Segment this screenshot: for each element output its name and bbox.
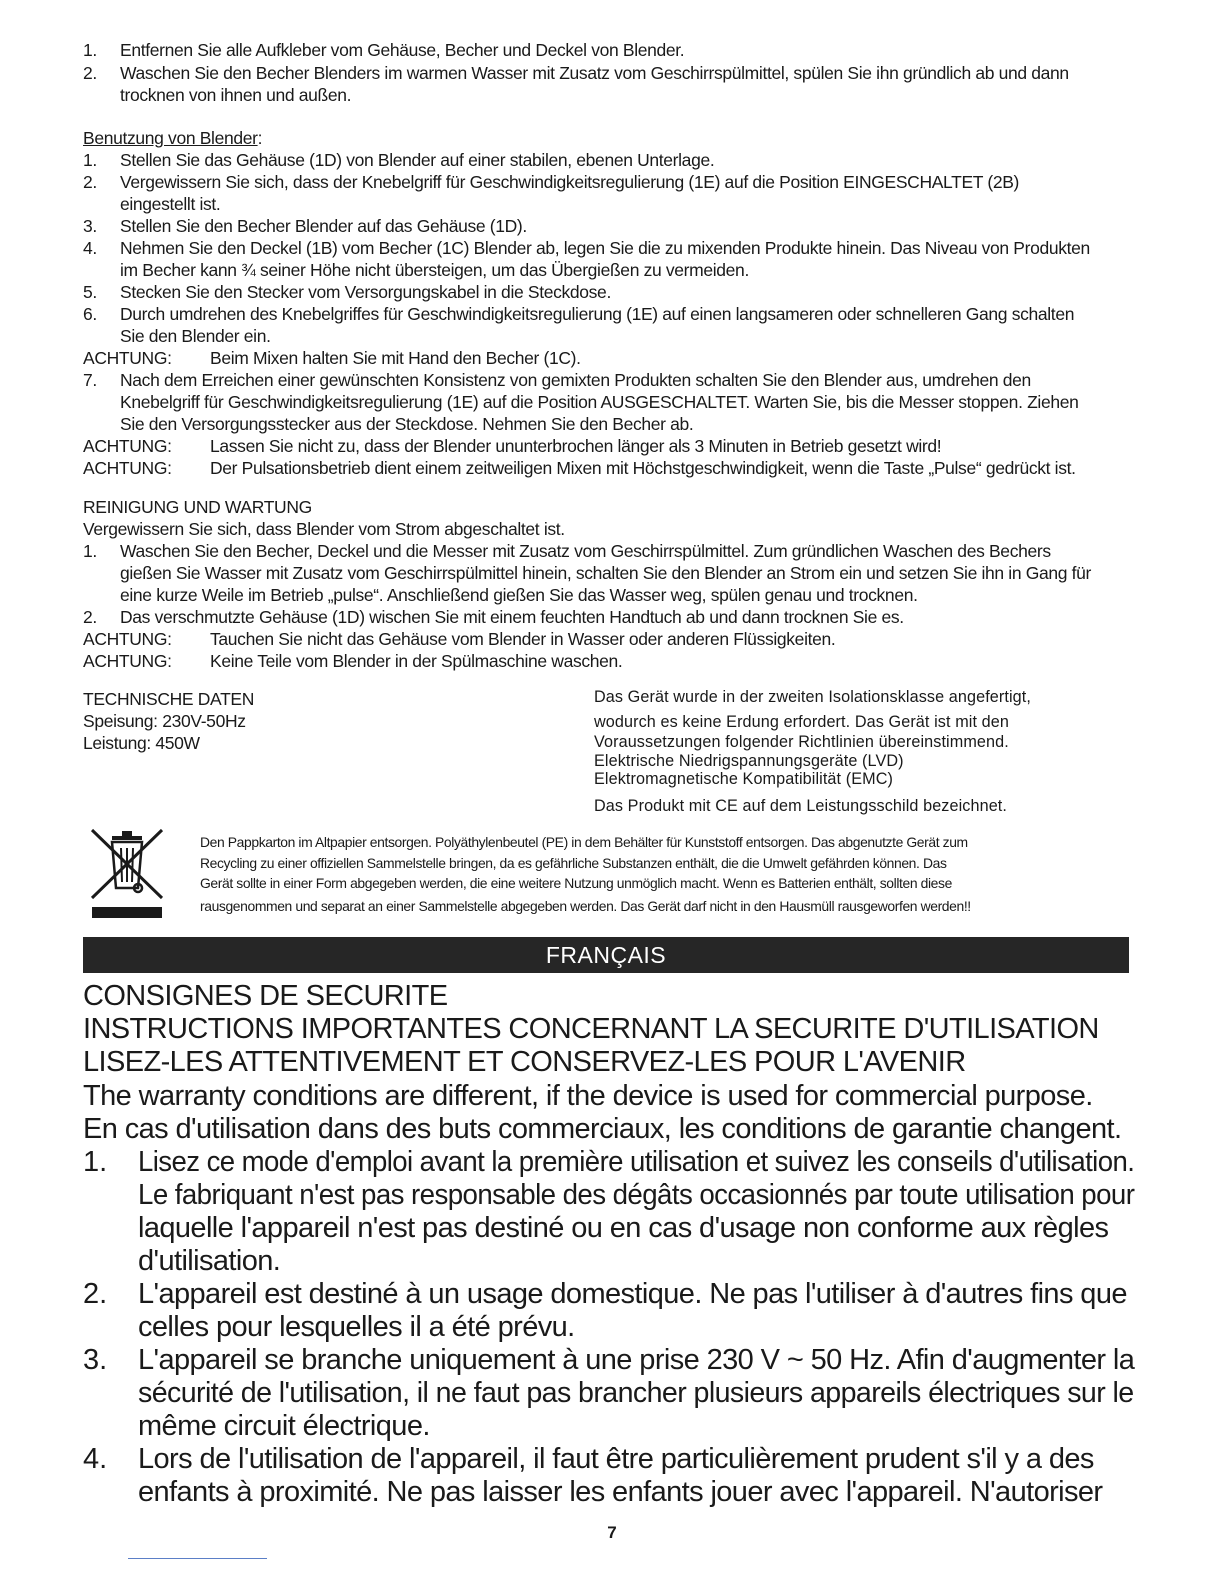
warning-1-label: ACHTUNG: xyxy=(83,348,172,368)
cleaning-1-line-3: eine kurze Weile im Betrieb „pulse“. Anschließend gießen Sie das Wasser weg, spülen genau und trocknen. xyxy=(120,585,918,605)
cleaning-1-line-1: Waschen Sie den Becher, Deckel und die Messer mit Zusatz vom Geschirrspülmittel. Zum gründlichen Waschen des Bechers xyxy=(120,541,1051,561)
warning-2-text: Lassen Sie nicht zu, dass der Blender ununterbrochen länger als 3 Minuten in Betrieb gesetzt wird! xyxy=(210,436,942,456)
fr-heading-5: En cas d'utilisation dans des buts commerciaux, les conditions de garantie changent. xyxy=(83,1113,1122,1145)
warning-3-label: ACHTUNG: xyxy=(83,458,172,478)
fr-item-4-line-2: enfants à proximité. Ne pas laisser les enfants jouer avec l'appareil. N'autoriser xyxy=(138,1476,1103,1508)
ce-line-3: Voraussetzungen folgender Richtlinien übereinstimmend. xyxy=(594,733,1009,751)
fr-item-4-num: 4. xyxy=(83,1443,108,1475)
fr-item-3-line-3: même circuit électrique. xyxy=(138,1410,430,1442)
crossed-out-wheelie-bin-icon xyxy=(88,828,166,920)
tech-title: TECHNISCHE DATEN xyxy=(83,689,255,709)
ce-line-1: Das Gerät wurde in der zweiten Isolationsklasse angefertigt, xyxy=(594,688,1031,706)
usage-2-num: 2. xyxy=(83,172,97,192)
fr-heading-2: INSTRUCTIONS IMPORTANTES CONCERNANT LA SECURITE D'UTILISATION xyxy=(83,1013,1099,1045)
cleaning-2-line-1: Das verschmutzte Gehäuse (1D) wischen Sie mit einem feuchten Handtuch ab und dann trocknen Sie es. xyxy=(120,607,904,627)
cleaning-2-num: 2. xyxy=(83,607,97,627)
usage-7-line-3: Sie den Versorgungsstecker aus der Steckdose. Nehmen Sie den Becher ab. xyxy=(120,414,694,434)
tech-supply: Speisung: 230V-50Hz xyxy=(83,711,246,731)
warning-2-label: ACHTUNG: xyxy=(83,436,172,456)
usage-1-line-1: Stellen Sie das Gehäuse (1D) von Blender auf einer stabilen, ebenen Unterlage. xyxy=(120,150,715,170)
page-number: 7 xyxy=(607,1523,617,1542)
warning-4-text: Tauchen Sie nicht das Gehäuse vom Blender in Wasser oder anderen Flüssigkeiten. xyxy=(210,629,836,649)
warning-5-text: Keine Teile vom Blender in der Spülmaschine waschen. xyxy=(210,651,623,671)
usage-5-num: 5. xyxy=(83,282,97,302)
warning-5-label: ACHTUNG: xyxy=(83,651,172,671)
fr-item-3-line-2: sécurité de l'utilisation, il ne faut pas brancher plusieurs appareils électriques sur le xyxy=(138,1377,1134,1409)
fr-item-3-num: 3. xyxy=(83,1344,108,1376)
usage-6-line-2: Sie den Blender ein. xyxy=(120,326,271,346)
usage-title-text: Benutzung von Blender xyxy=(83,128,258,148)
usage-7-num: 7. xyxy=(83,370,97,390)
usage-5-line-1: Stecken Sie den Stecker vom Versorgungskabel in die Steckdose. xyxy=(120,282,611,302)
cleaning-1-num: 1. xyxy=(83,541,97,561)
usage-title-colon: : xyxy=(257,128,263,148)
fr-item-1-line-2: Le fabriquant n'est pas responsable des dégâts occasionnés par toute utilisation pour xyxy=(138,1179,1135,1211)
weee-line-2: Recycling zu einer offiziellen Sammelstelle bringen, da es gefährliche Substanzen enthält, die die Umwelt gefährden können. Das xyxy=(200,855,947,871)
prep-2-num: 2. xyxy=(83,63,97,83)
usage-7-line-1: Nach dem Erreichen einer gewünschten Konsistenz von gemixten Produkten schalten Sie den Blender aus, umdrehen den xyxy=(120,370,1031,390)
fr-item-1-num: 1. xyxy=(83,1146,108,1178)
usage-1-num: 1. xyxy=(83,150,97,170)
usage-6-num: 6. xyxy=(83,304,97,324)
fr-item-3-line-1: L'appareil se branche uniquement à une prise 230 V ~ 50 Hz. Afin d'augmenter la xyxy=(138,1344,1135,1376)
warning-3-text: Der Pulsationsbetrieb dient einem zeitweiligen Mixen mit Höchstgeschwindigkeit, wenn die Taste „Pulse“ gedrückt ist. xyxy=(210,458,1076,478)
fr-item-1-line-1: Lisez ce mode d'emploi avant la première utilisation et suivez les conseils d'utilisation. xyxy=(138,1146,1135,1178)
usage-4-line-2: im Becher kann ¾ seiner Höhe nicht übersteigen, um das Übergießen zu vermeiden. xyxy=(120,260,749,280)
usage-7-line-2: Knebelgriff für Geschwindigkeitsregulierung (1E) auf die Position AUSGESCHALTET. Warten Sie, bis die Messer stoppen. Ziehen xyxy=(120,392,1079,412)
tech-power: Leistung: 450W xyxy=(83,733,200,753)
usage-6-line-1: Durch umdrehen des Knebelgriffes für Geschwindigkeitsregulierung (1E) auf einen langsameren oder schnelleren Gang schalten xyxy=(120,304,1075,324)
fr-heading-1: CONSIGNES DE SECURITE xyxy=(83,980,448,1012)
fr-heading-4: The warranty conditions are different, if the device is used for commercial purpose. xyxy=(83,1080,1093,1112)
fr-item-2-line-2: celles pour lesquelles il a été prévu. xyxy=(138,1311,575,1343)
fr-heading-3: LISEZ-LES ATTENTIVEMENT ET CONSERVEZ-LES POUR L'AVENIR xyxy=(83,1046,966,1078)
ce-line-5: Elektromagnetische Kompatibilität (EMC) xyxy=(594,770,893,788)
usage-4-line-1: Nehmen Sie den Deckel (1B) vom Becher (1C) Blender ab, legen Sie die zu mixenden Produkte hinein. Das Niveau von Produkten xyxy=(120,238,1090,258)
fr-item-1-line-4: d'utilisation. xyxy=(138,1245,281,1277)
usage-3-num: 3. xyxy=(83,216,97,236)
fr-item-2-num: 2. xyxy=(83,1278,108,1310)
ce-line-2: wodurch es keine Erdung erfordert. Das Gerät ist mit den xyxy=(594,713,1009,731)
usage-2-line-1: Vergewissern Sie sich, dass der Knebelgriff für Geschwindigkeitsregulierung (1E) auf die Position EINGESCHALTET (2B) xyxy=(120,172,1020,192)
fr-item-4-line-1: Lors de l'utilisation de l'appareil, il faut être particulièrement prudent s'il y a des xyxy=(138,1443,1094,1475)
weee-line-4: rausgenommen und separat an einer Sammelstelle abgegeben werden. Das Gerät darf nicht in den Hausmüll rausgeworfen werden!! xyxy=(200,898,971,914)
prep-2-line-2: trocknen von ihnen und außen. xyxy=(120,85,352,105)
weee-line-1: Den Pappkarton im Altpapier entsorgen. Polyäthylenbeutel (PE) in dem Behälter für Kunststoff entsorgen. Das abgenutzte Gerät zum xyxy=(200,834,968,850)
weee-line-3: Gerät sollte in einer Form abgegeben werden, die eine weitere Nutzung unmöglich macht. Wenn es Batterien enthält, sollten diese xyxy=(200,875,952,891)
cleaning-1-line-2: gießen Sie Wasser mit Zusatz vom Geschirrspülmittel hinein, schalten Sie den Blender an Strom ein und setzen Sie ihn in Gang für xyxy=(120,563,1092,583)
ce-line-6: Das Produkt mit CE auf dem Leistungsschild bezeichnet. xyxy=(594,797,1007,815)
usage-4-num: 4. xyxy=(83,238,97,258)
prep-1-line-1: Entfernen Sie alle Aufkleber vom Gehäuse, Becher und Deckel von Blender. xyxy=(120,40,685,60)
fr-item-2-line-1: L'appareil est destiné à un usage domestique. Ne pas l'utiliser à d'autres fins que xyxy=(138,1278,1127,1310)
usage-3-line-1: Stellen Sie den Becher Blender auf das Gehäuse (1D). xyxy=(120,216,527,236)
cleaning-title: REINIGUNG UND WARTUNG xyxy=(83,497,312,517)
warning-4-label: ACHTUNG: xyxy=(83,629,172,649)
usage-title xyxy=(83,127,262,149)
language-bar-francais: FRANÇAIS xyxy=(83,937,1129,973)
footer-divider xyxy=(128,1558,267,1559)
cleaning-intro: Vergewissern Sie sich, dass Blender vom Strom abgeschaltet ist. xyxy=(83,519,565,539)
fr-item-1-line-3: laquelle l'appareil n'est pas destiné ou en cas d'usage non conforme aux règles xyxy=(138,1212,1109,1244)
ce-line-4: Elektrische Niedrigspannungsgeräte (LVD) xyxy=(594,752,904,770)
warning-1-text: Beim Mixen halten Sie mit Hand den Becher (1C). xyxy=(210,348,581,368)
prep-1-num: 1. xyxy=(83,40,97,60)
usage-2-line-2: eingestellt ist. xyxy=(120,194,221,214)
prep-2-line-1: Waschen Sie den Becher Blenders im warmen Wasser mit Zusatz vom Geschirrspülmittel, spülen Sie ihn gründlich ab und dann xyxy=(120,63,1069,83)
